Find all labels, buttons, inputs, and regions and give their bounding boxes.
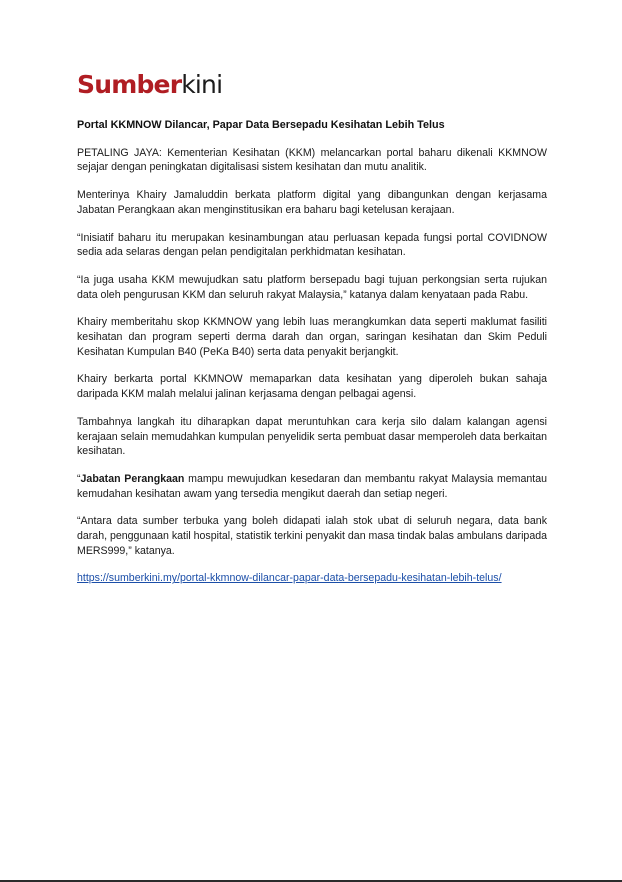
sumberkini-logo [77, 72, 222, 97]
logo-part-kini: kini [181, 70, 223, 99]
paragraph-3: “Inisiatif baharu itu merupakan kesinambungan atau perluasan kepada fungsi portal COVIDNOW sedia ada selaras dengan pelan pendigitalan perkhidmatan kesihatan. [77, 231, 547, 259]
paragraph-8-open-quote: “ [77, 472, 81, 485]
logo-part-sumber: Sumber [77, 70, 182, 99]
article-body [77, 118, 547, 586]
paragraph-4: “Ia juga usaha KKM mewujudkan satu platform bersepadu bagi tujuan perkongsian serta rujukan data oleh pengurusan KKM dan seluruh rakyat Malaysia,” katanya dalam kenyataan pada Rabu. [77, 273, 547, 301]
source-link[interactable]: https://sumberkini.my/portal-kkmnow-dilancar-papar-data-bersepadu-kesihatan-lebih-telus/ [77, 572, 502, 585]
paragraph-8 [77, 472, 547, 501]
source-link-row [77, 571, 547, 586]
paragraph-8-bold-entity: Jabatan Perangkaan [80, 472, 185, 485]
paragraph-7: Tambahnya langkah itu diharapkan dapat meruntuhkan cara kerja silo dalam kalangan agensi kerajaan selain memudahkan kumpulan penyelidik serta pembuat dasar memperoleh data berkaitan kesihatan. [77, 415, 547, 458]
paragraph-8-text: mampu mewujudkan kesedaran dan membantu rakyat Malaysia memantau kemudahan kesihatan awam yang tersedia mengikut daerah dan setiap negeri. [77, 472, 547, 500]
article-headline: Portal KKMNOW Dilancar, Papar Data Bersepadu Kesihatan Lebih Telus [77, 119, 445, 131]
paragraph-9: “Antara data sumber terbuka yang boleh didapati ialah stok ubat di seluruh negara, data bank darah, penggunaan katil hospital, statistik terkini penyakit dan masa tindak balas ambulans daripada MERS999,” katanya. [77, 515, 547, 557]
paragraph-6: Khairy berkarta portal KKMNOW memaparkan data kesihatan yang diperoleh bukan sahaja daripada KKM malah melalui jalinan kerjasama dengan pelbagai agensi. [77, 373, 547, 401]
paragraph-2: Menterinya Khairy Jamaluddin berkata platform digital yang dibangunkan dengan kerjasama Jabatan Perangkaan akan menginstitusikan era baharu bagi ketelusan kerajaan. [77, 189, 547, 216]
paragraph-5: Khairy memberitahu skop KKMNOW yang lebih luas merangkumkan data seperti maklumat fasiliti kesihatan dan program seperti derma darah dan organ, saringan kesihatan dan Skim Peduli Kesihatan Kumpulan B40 (PeKa B40) serta data penyakit berjangkit. [77, 316, 547, 358]
paragraph-1: PETALING JAYA: Kementerian Kesihatan (KKM) melancarkan portal baharu dikenali KKMNOW sejajar dengan peningkatan digitalisasi sistem kesihatan dan mutu analitik. [77, 146, 547, 174]
